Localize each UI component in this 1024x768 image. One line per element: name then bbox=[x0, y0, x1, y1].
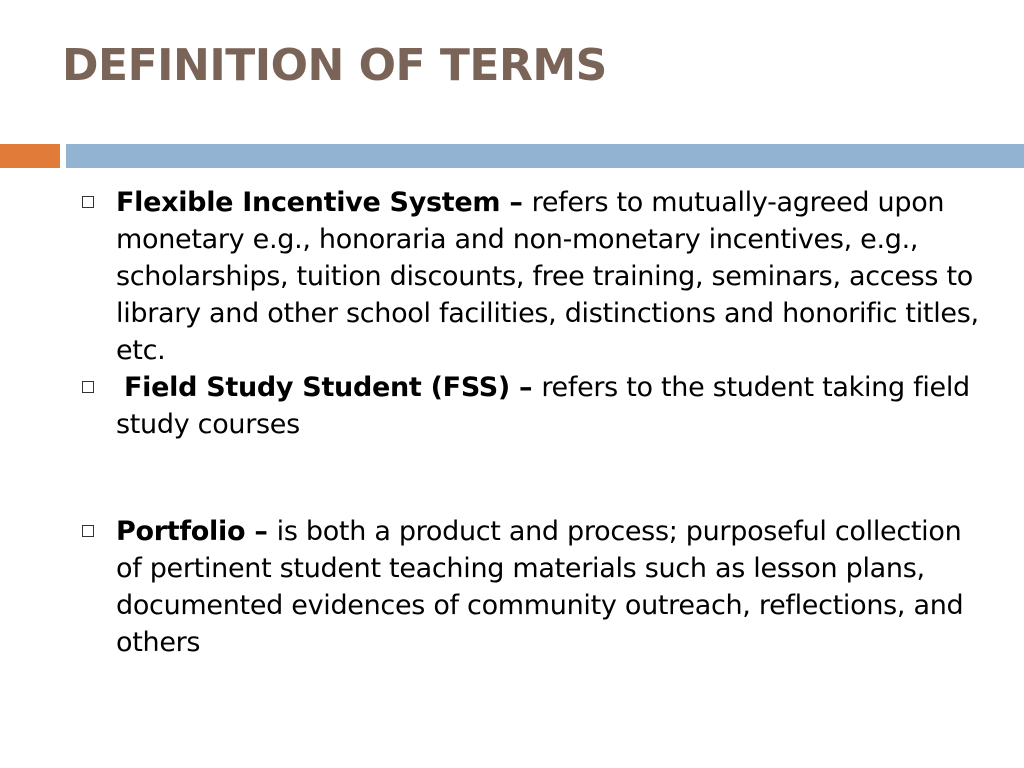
definitions-list bbox=[80, 184, 980, 661]
accent-bar-orange bbox=[0, 144, 60, 168]
definition-term: Flexible Incentive System – bbox=[116, 187, 532, 218]
definition-item-field-study-student bbox=[80, 369, 980, 443]
definition-term: Portfolio – bbox=[116, 516, 277, 547]
hollow-square-icon bbox=[82, 196, 94, 208]
definition-term: Field Study Student (FSS) – bbox=[124, 372, 542, 403]
definition-text: refers to the student taking field study courses bbox=[116, 372, 970, 440]
hollow-square-icon bbox=[82, 381, 94, 393]
definition-item-flexible-incentive-system bbox=[80, 184, 980, 369]
hollow-square-icon bbox=[82, 525, 94, 537]
accent-bar-blue bbox=[66, 144, 1024, 168]
definition-text: refers to mutually-agreed upon monetary e.g., honoraria and non-monetary incentives, e.g., scholarships, tuition discounts, free training, seminars, access to library and other school facilities, distinctions and honorific titles, etc. bbox=[116, 187, 979, 366]
definition-text: is both a product and process; purposeful collection of pertinent student teaching materials such as lesson plans, documented evidences of community outreach, reflections, and others bbox=[116, 516, 964, 658]
definition-item-portfolio bbox=[80, 513, 980, 661]
slide-title: DEFINITION OF TERMS bbox=[62, 40, 607, 91]
